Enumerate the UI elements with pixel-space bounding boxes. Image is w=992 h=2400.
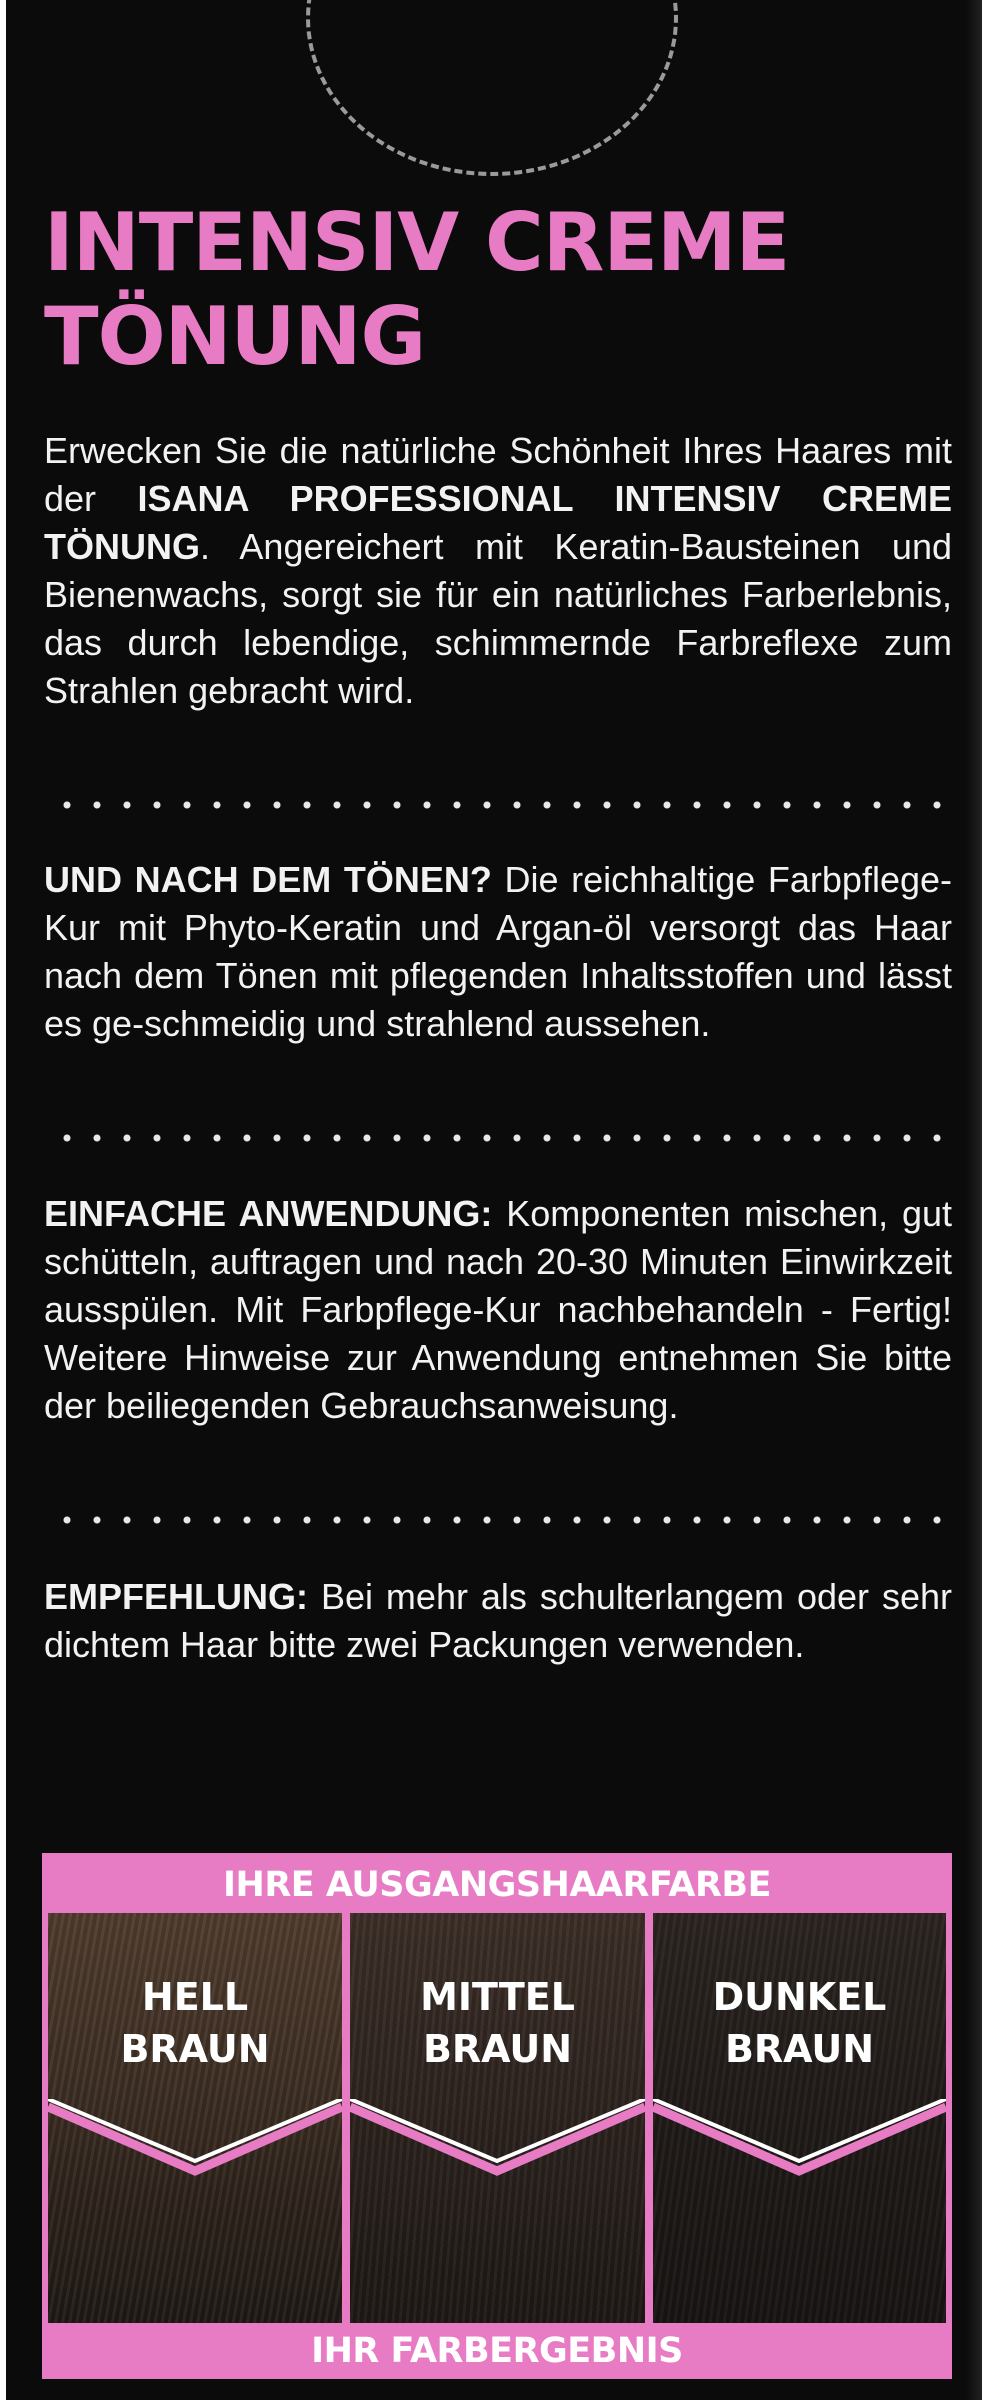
recommendation-paragraph bbox=[44, 1573, 952, 1669]
package-edge bbox=[966, 0, 982, 2400]
swatch-label-line-1: MITTEL bbox=[420, 1975, 575, 2019]
swatch-medium-brown bbox=[350, 1913, 645, 2323]
care-paragraph bbox=[44, 856, 952, 1048]
recommendation-heading: EMPFEHLUNG: bbox=[44, 1576, 308, 1617]
dotted-divider-3 bbox=[52, 1515, 952, 1525]
swatch-label-line-1: DUNKEL bbox=[712, 1975, 887, 2019]
product-title-line-2: TÖNUNG bbox=[44, 290, 426, 383]
chevron-down-icon bbox=[653, 2099, 946, 2189]
intro-text-end: . Angereichert mit Keratin-Bausteinen und Bienenwachs, sorgt sie für ein natürliches Farberlebnis, das durch lebendige, schimmernde Farbreflexe zum Strahlen gebracht wird. bbox=[44, 526, 952, 711]
usage-text: Komponenten mischen, gut schütteln, auftragen und nach 20-30 Minuten Einwirkzeit ausspülen. Mit Farbpflege-Kur nachbehandeln - Fertig! Weitere Hinweise zur Anwendung entnehmen Sie bitte der beiliegenden Gebrauchsanweisung. bbox=[44, 1193, 952, 1426]
product-title bbox=[44, 196, 789, 384]
intro-paragraph bbox=[44, 427, 952, 715]
hang-hole-perforation bbox=[306, 0, 678, 176]
package-back-panel bbox=[6, 0, 982, 2400]
usage-heading: EINFACHE ANWENDUNG: bbox=[44, 1193, 493, 1234]
chart-footer: IHR FARBERGEBNIS bbox=[311, 2331, 683, 2371]
swatch-label bbox=[653, 1971, 946, 2075]
chart-header: IHRE AUSGANGSHAARFARBE bbox=[223, 1865, 771, 1905]
swatch-label bbox=[350, 1971, 645, 2075]
swatch-label-line-2: BRAUN bbox=[120, 2027, 270, 2071]
recommendation-text: Bei mehr als schulterlangem oder sehr dichtem Haar bitte zwei Packungen verwenden. bbox=[44, 1576, 952, 1665]
chevron-down-icon bbox=[48, 2099, 342, 2189]
swatch-label-line-2: BRAUN bbox=[724, 2027, 875, 2071]
swatch-label-line-2: BRAUN bbox=[422, 2027, 573, 2071]
usage-paragraph bbox=[44, 1190, 952, 1430]
dotted-divider-1 bbox=[52, 800, 952, 810]
swatch-light-brown bbox=[48, 1913, 342, 2323]
dotted-divider-2 bbox=[52, 1133, 952, 1143]
product-title-line-1: INTENSIV CREME bbox=[44, 196, 790, 289]
care-heading: UND NACH DEM TÖNEN? bbox=[44, 859, 492, 900]
swatch-label bbox=[48, 1971, 342, 2075]
intro-text-start: Erwecken Sie die natürliche Schönheit Ihres Haares mit der bbox=[44, 430, 952, 519]
chevron-down-icon bbox=[350, 2099, 645, 2189]
care-text: Die reichhaltige Farbpflege-Kur mit Phyto-Keratin und Argan-öl versorgt das Haar nach dem Tönen mit pflegenden Inhaltsstoffen und lässt es ge-schmeidig und strahlend aussehen. bbox=[44, 859, 952, 1044]
swatch-label-line-1: HELL bbox=[141, 1975, 249, 2019]
intro-brand-name: ISANA PROFESSIONAL INTENSIV CREME TÖNUNG bbox=[44, 478, 952, 567]
swatch-dark-brown bbox=[653, 1913, 946, 2323]
color-result-chart bbox=[42, 1853, 952, 2379]
